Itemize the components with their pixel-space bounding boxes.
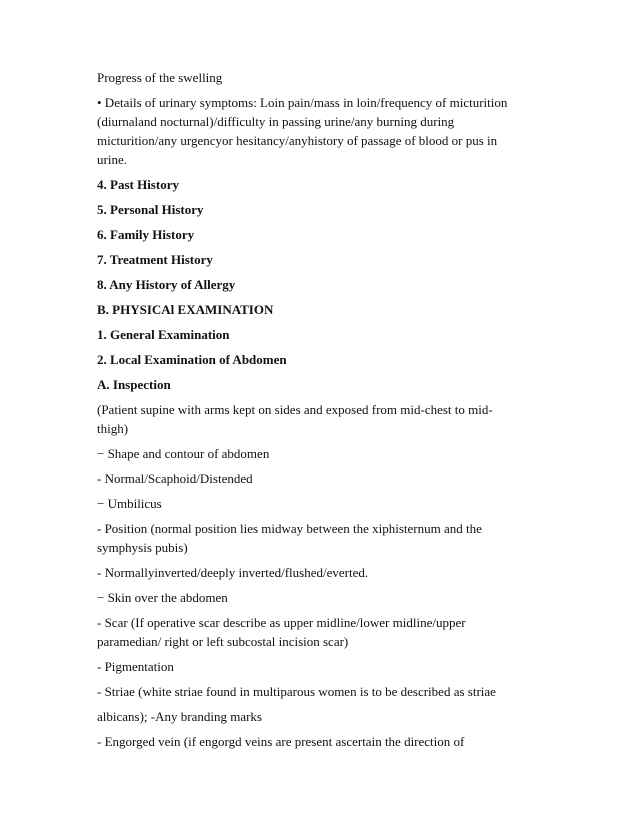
heading-allergy-history: 8. Any History of Allergy: [97, 277, 236, 292]
heading-family-history: 6. Family History: [97, 227, 195, 242]
text-line: urine.: [97, 152, 127, 167]
item-umbilicus-position: [97, 519, 547, 557]
heading-physical-examination: B. PHYSICAl EXAMINATION: [97, 302, 274, 317]
item-umbilicus-appearance: - Normallyinverted/deeply inverted/flushed/everted.: [97, 565, 369, 580]
item-engorged-vein: - Engorged vein (if engorgd veins are present ascertain the direction of: [97, 734, 465, 749]
item-shape-contour: − Shape and contour of abdomen: [97, 446, 270, 461]
text-line: micturition/any urgencyor hesitancy/anyhistory of passage of blood or pus in: [97, 133, 498, 148]
heading-past-history: 4. Past History: [97, 177, 179, 192]
paragraph-progress-of-swelling: Progress of the swelling: [97, 70, 223, 85]
heading-treatment-history: 7. Treatment History: [97, 252, 213, 267]
paragraph-patient-position: [97, 400, 547, 438]
text-line: (diurnaland nocturnal)/difficulty in passing urine/any burning during: [97, 114, 455, 129]
text-line: thigh): [97, 421, 129, 436]
heading-general-examination: 1. General Examination: [97, 327, 230, 342]
paragraph-urinary-symptoms: [97, 93, 547, 169]
item-shape-options: - Normal/Scaphoid/Distended: [97, 471, 253, 486]
heading-local-examination-abdomen: 2. Local Examination of Abdomen: [97, 352, 287, 367]
item-pigmentation: - Pigmentation: [97, 659, 174, 674]
heading-personal-history: 5. Personal History: [97, 202, 204, 217]
item-striae: - Striae (white striae found in multiparous women is to be described as striae: [97, 684, 496, 699]
text-line: symphysis pubis): [97, 540, 188, 555]
document-body: [97, 68, 547, 757]
text-line: paramedian/ right or left subcostal incision scar): [97, 634, 349, 649]
item-scar: [97, 613, 547, 651]
item-umbilicus: − Umbilicus: [97, 496, 162, 511]
item-striae-continued: albicans); -Any branding marks: [97, 709, 262, 724]
text-line: (Patient supine with arms kept on sides and exposed from mid-chest to mid-: [97, 402, 493, 417]
heading-inspection: A. Inspection: [97, 377, 171, 392]
text-line: - Scar (If operative scar describe as upper midline/lower midline/upper: [97, 615, 466, 630]
text-line: • Details of urinary symptoms: Loin pain/mass in loin/frequency of micturition: [97, 95, 508, 110]
item-skin-over-abdomen: − Skin over the abdomen: [97, 590, 228, 605]
text-line: - Position (normal position lies midway between the xiphisternum and the: [97, 521, 482, 536]
